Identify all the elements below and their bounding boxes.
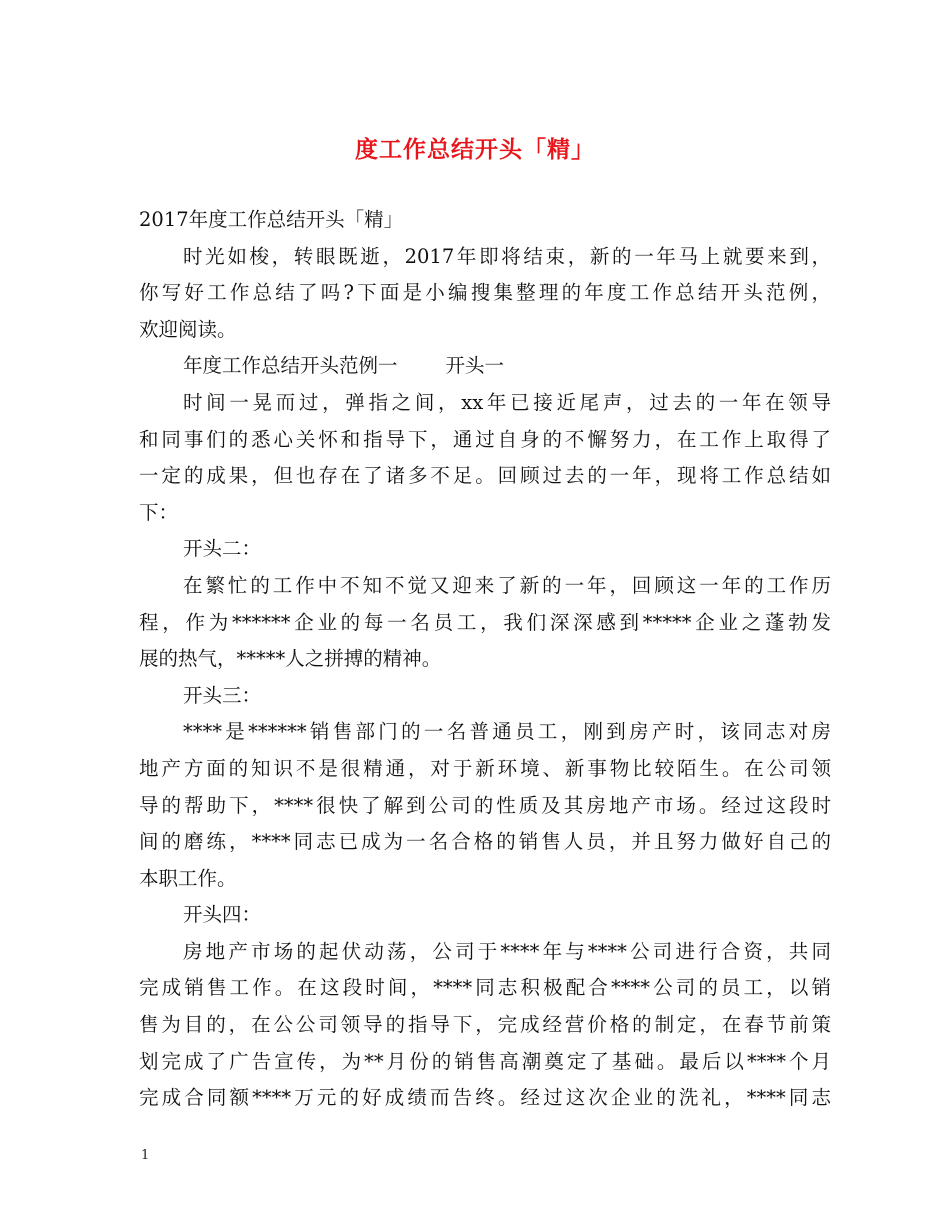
section-heading-line bbox=[139, 348, 831, 385]
paragraph-line: 完成销售工作。在这段时间，****同志积极配合****公司的员工，以销 bbox=[139, 976, 831, 1000]
paragraph-line: 时光如梭，转眼既逝，2017年即将结束，新的一年马上就要来到， bbox=[183, 244, 831, 268]
paragraph-line: 在繁忙的工作中不知不觉又迎来了新的一年，回顾这一年的工作历 bbox=[183, 573, 831, 597]
paragraph-line: 欢迎阅读。 bbox=[139, 317, 237, 341]
paragraph-line: 和同事们的悉心关怀和指导下，通过自身的不懈努力，在工作上取得了 bbox=[139, 427, 831, 451]
paragraph-line: 你写好工作总结了吗?下面是小编搜集整理的年度工作总结开头范例， bbox=[139, 281, 831, 305]
section-heading: 开头三： bbox=[183, 683, 262, 707]
subsection-heading: 开头一 bbox=[445, 354, 505, 378]
paragraph-line: 下： bbox=[139, 500, 179, 524]
paragraph-line: 展的热气，*****人之拼搏的精神。 bbox=[139, 647, 442, 671]
paragraph-line: 一定的成果，但也存在了诸多不足。回顾过去的一年，现将工作总结如 bbox=[139, 464, 831, 488]
paragraph-line: 售为目的，在公公司领导的指导下，完成经营价格的制定，在春节前策 bbox=[139, 1013, 831, 1037]
paragraph-line: 划完成了广告宣传，为**月份的销售高潮奠定了基础。最后以****个月 bbox=[139, 1049, 831, 1073]
paragraph-line: 程，作为******企业的每一名员工，我们深深感到*****企业之蓬勃发 bbox=[139, 610, 831, 634]
paragraph-line: 房地产市场的起伏动荡，公司于****年与****公司进行合资，共同 bbox=[183, 939, 831, 963]
section-heading: 开头二： bbox=[183, 537, 262, 561]
paragraph-line: 本职工作。 bbox=[139, 866, 237, 890]
paragraph-line: 地产方面的知识不是很精通，对于新环境、新事物比较陌生。在公司领 bbox=[139, 756, 831, 780]
subtitle-line: 2017年度工作总结开头「精」 bbox=[139, 208, 404, 231]
paragraph-line: ****是******销售部门的一名普通员工，刚到房产时，该同志对房 bbox=[183, 720, 831, 744]
document-title: 度工作总结开头「精」 bbox=[355, 137, 595, 163]
paragraph-line: 间的磨练，****同志已成为一名合格的销售人员，并且努力做好自己的 bbox=[139, 830, 831, 854]
paragraph-line: 导的帮助下，****很快了解到公司的性质及其房地产市场。经过这段时 bbox=[139, 793, 831, 817]
section-heading: 年度工作总结开头范例一 bbox=[183, 354, 398, 378]
paragraph-line: 时间一晃而过，弹指之间，xx年已接近尾声，过去的一年在领导 bbox=[183, 390, 831, 414]
page-number: 1 bbox=[141, 1148, 150, 1163]
document-body bbox=[139, 202, 831, 1117]
paragraph-line: 完成合同额****万元的好成绩而告终。经过这次企业的洗礼，****同志 bbox=[139, 1086, 831, 1110]
section-heading: 开头四： bbox=[183, 903, 262, 927]
